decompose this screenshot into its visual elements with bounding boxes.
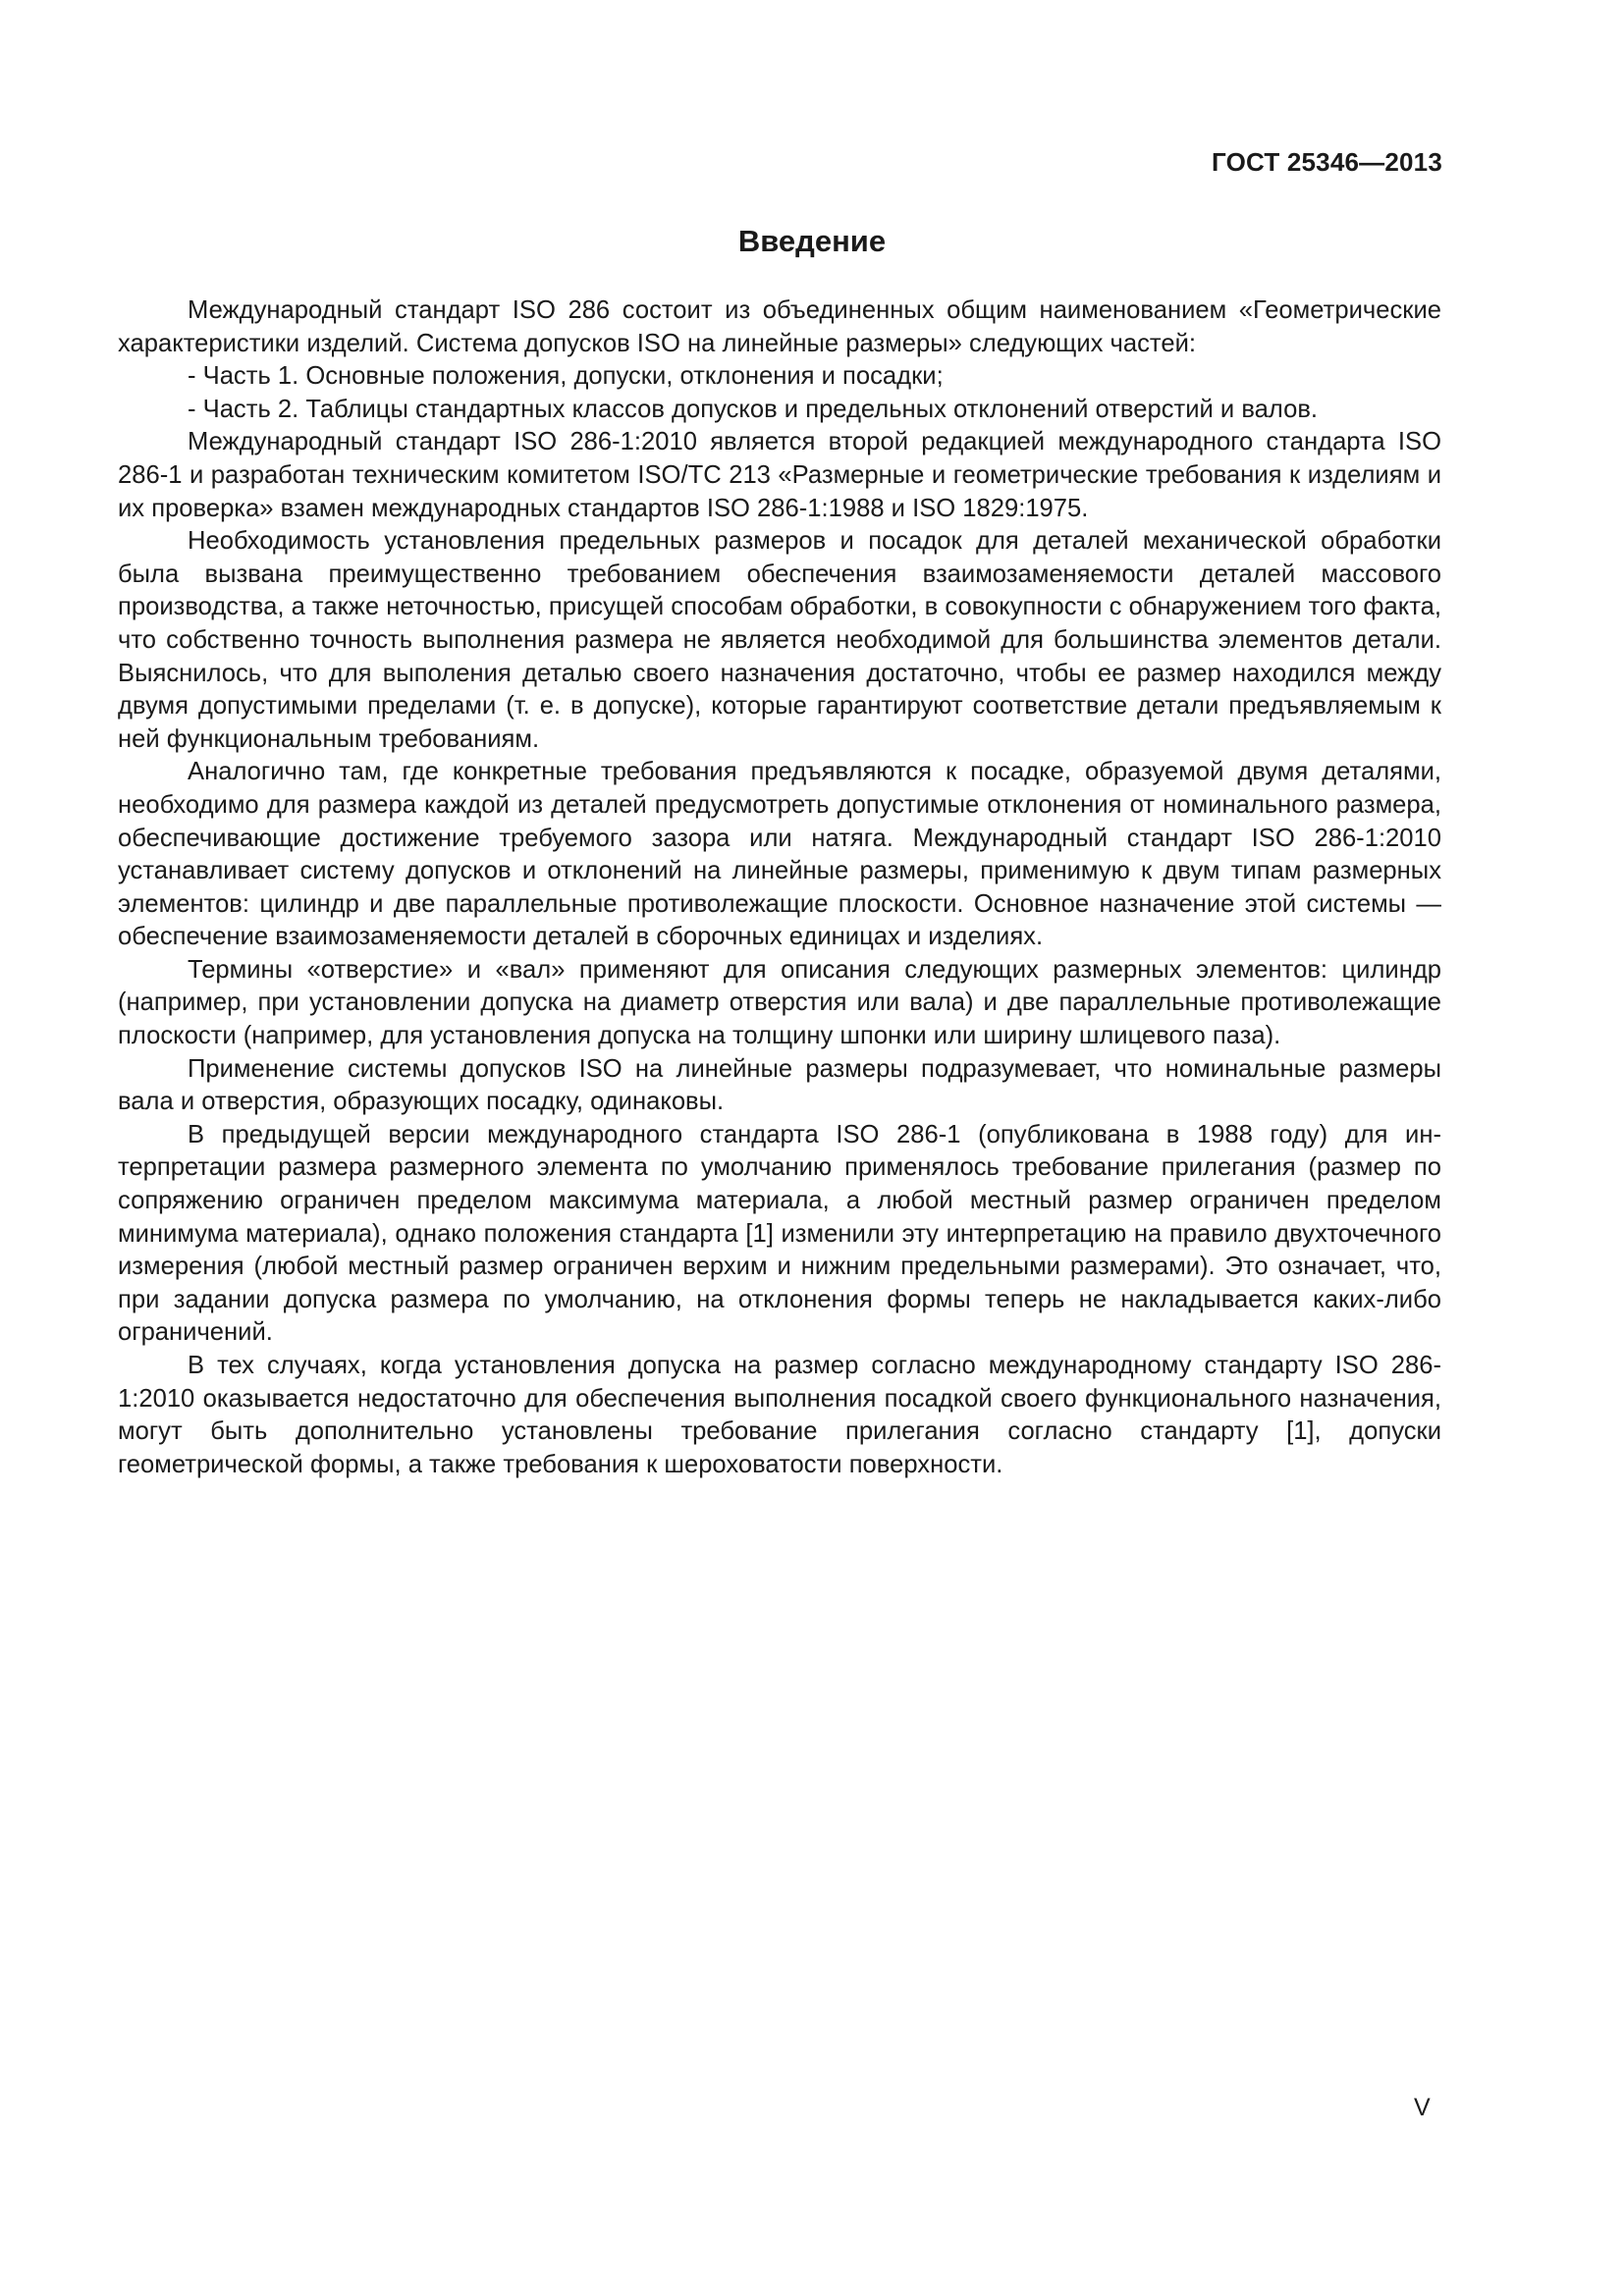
document-header-standard-code: ГОСТ 25346—2013 [1212,147,1442,177]
paragraph: Аналогично там, где конкретные требования предъявляются к посадке, образуемой двумя деталями, необходимо для размера каждой из деталей предусмотреть допустимые отклонения от номинального размера, обеспечивающие достижение требуемого зазора или натяга. Международный стандарт ISO 286-1:2010 устанавливает систему допусков и отклонений на линейные размеры, применимую к двум типам размерных элементов: цилиндр и две параллельные противолежащие плоскости. Основное назначение этой системы — обеспечение взаимозаменяемости деталей в сборочных единицах и изделиях. [118,758,1441,951]
list-item: - Часть 2. Таблицы стандартных классов допусков и предельных отклонений отверстий и валов. [188,395,1319,423]
paragraph: В тех случаях, когда установления допуска на размер согласно международному стандарту ISO 286-1:2010 оказывается недостаточно для обеспечения выполнения посадкой своего функционального назначения, могут быть дополнительно установлены требование прилегания согласно стандарту [1], допуски геометрической формы, а также требования к шероховатости поверхности. [118,1352,1441,1478]
paragraph: Международный стандарт ISO 286-1:2010 является второй редакцией международного стандарта ISO 286-1 и разработан техническим комитетом ISO/TC 213 «Размерные и геометрические требования к изделиям и их проверка» взамен международных стандартов ISO 286-1:1988 и ISO 1829:1975. [118,428,1441,522]
paragraph: Термины «отверстие» и «вал» применяют для описания следующих размерных элементов: цилиндр (например, при установлении допуска на диаметр отверстия или вала) и две параллельные противолежащие плоскости (например, для установления допуска на толщину шпонки или ширину шлицевого паза). [118,955,1441,1050]
section-title: Введение [737,224,887,258]
paragraph: Необходимость установления предельных размеров и посадок для деталей механической обработки была вызвана преимущественно требованием обеспечения взаимозаменяемости деталей массового производства, а также неточностью, присущей способам обработки, в совокупности с обнаружением того факта, что собственно точность выполнения размера не является необходимой для большинства элементов детали. Выяснилось, что для выполения деталью своего назначения достаточно, чтобы ее размер находился между двумя допустимыми пределами (т. е. в допуске), которые гарантируют соответствие детали предъявляемым к ней функциональным требованиям. [118,527,1441,753]
paragraph: В предыдущей версии международного стандарта ISO 286-1 (опубликована в 1988 году) для интерпретации размера размерного элемента по умолчанию применялось требование прилегания (размер по сопряжению ограничен пределом максимума материала, а любой местный размер ограничен пределом минимума материала), однако положения стандарта [1] изменили эту интерпретацию на правило двухточечного измерения (любой местный размер ограничен верхим и нижним предельными размерами). Это означает, что, при задании допуска размера по умолчанию, на отклонения формы теперь не накладывается каких-либо ограничений. [118,1120,1441,1347]
paragraph: Международный стандарт ISO 286 состоит из объединенных общим наименованием «Геометрические характеристики изделий. Система допусков ISO на линейные размеры» следующих частей: [118,296,1441,357]
body-text [118,294,1441,1481]
paragraph: Применение системы допусков ISO на линейные размеры подразумевает, что номинальные размеры вала и отверстия, образующих посадку, одинаковы. [118,1054,1441,1116]
page-number: V [1414,2094,1431,2121]
list-item: - Часть 1. Основные положения, допуски, отклонения и посадки; [188,362,944,391]
